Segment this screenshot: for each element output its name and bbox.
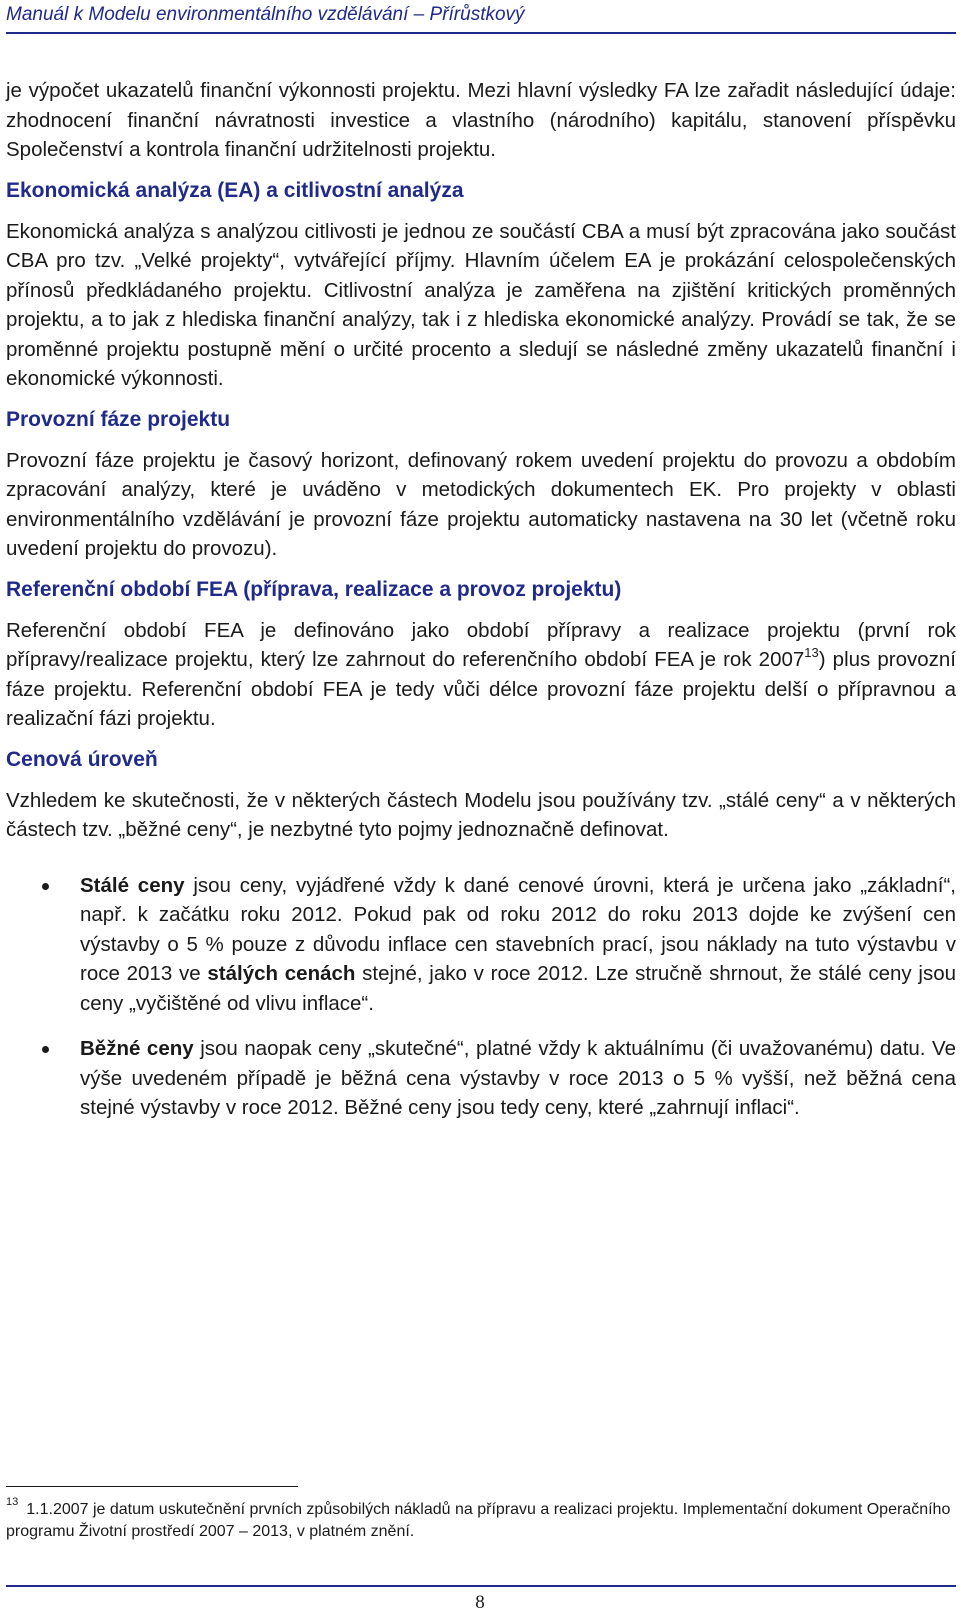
header-rule xyxy=(6,32,956,34)
bullet-icon xyxy=(42,1046,49,1053)
footnote-text: 1.1.2007 je datum uskutečnění prvních způsobilých nákladů na přípravu a realizaci projektu. Implementační dokument Operačního programu Životní prostředí 2007 – 2013, v platném znění. xyxy=(6,1501,951,1540)
heading-cenova-uroven: Cenová úroveň xyxy=(6,747,158,771)
heading-ekonomicka-analyza: Ekonomická analýza (EA) a citlivostní analýza xyxy=(6,178,464,202)
footer-rule xyxy=(6,1585,956,1587)
emph-stalych-cenach: stálých cenách xyxy=(207,962,356,985)
paragraph-referencni-obdobi xyxy=(6,616,956,734)
page-header xyxy=(6,4,956,34)
paragraph-cenova-uroven: Vzhledem ke skutečnosti, že v některých částech Modelu jsou používány tzv. „stálé ceny“ a v některých částech tzv. „běžné ceny“, je nezbytné tyto pojmy jednoznačně definovat. xyxy=(6,788,956,841)
page-number: 8 xyxy=(475,1592,485,1613)
price-definitions-list xyxy=(6,871,956,1123)
footnote-number: 13 xyxy=(6,1496,19,1508)
bezne-ceny-text: jsou naopak ceny „skutečné“, platné vždy k aktuálnímu (či uvažovanému) datu. Ve výše uvedeném případě je běžná cena výstavby v roce 2013 o 5 % vyšší, než běžná cena stejné výstavby v roce 2012. Běžné ceny jsou tedy ceny, které „zahrnují inflaci“. xyxy=(80,1037,956,1119)
footnote-reference[interactable]: 13 xyxy=(804,645,819,660)
term-bezne-ceny: Běžné ceny xyxy=(80,1037,194,1060)
footnote-area xyxy=(6,1486,956,1543)
document-body xyxy=(6,76,956,1139)
stale-ceny-text-2: stejné, jako v roce 2012. Lze stručně shrnout, že stálé ceny jsou ceny „vyčištěné od vlivu inflace“. xyxy=(80,962,956,1015)
intro-paragraph: je výpočet ukazatelů finanční výkonnosti projektu. Mezi hlavní výsledky FA lze zařadit následující údaje: zhodnocení finanční návratnosti investice a vlastního (národního) kapitálu, stanovení příspěvku Společenství a kontrola finanční udržitelnosti projektu. xyxy=(6,79,956,161)
list-item-stale-ceny xyxy=(6,871,956,1019)
bullet-icon xyxy=(42,883,49,890)
term-stale-ceny: Stálé ceny xyxy=(80,873,185,897)
footnote xyxy=(6,1496,956,1543)
heading-referencni-obdobi: Referenční období FEA (příprava, realizace a provoz projektu) xyxy=(6,577,622,601)
list-item-bezne-ceny xyxy=(6,1034,956,1123)
header-title: Manuál k Modelu environmentálního vzdělávání – Přírůstkový xyxy=(6,4,525,25)
heading-provozni-faze: Provozní fáze projektu xyxy=(6,407,231,431)
ref-text-after: ) plus provozní fáze projektu. Referenční období FEA je tedy vůči délce provozní fáze projektu delší o přípravnou a realizační fázi projektu. xyxy=(6,648,957,730)
paragraph-ekonomicka-analyza: Ekonomická analýza s analýzou citlivosti je jednou ze součástí CBA a musí být zpracována jako součást CBA pro tzv. „Velké projekty“, vytvářející příjmy. Hlavním účelem EA je prokázání celospolečenských přínosů předkládaného projektu. Citlivostní analýza je zaměřena na zjištění kritických proměnných projektu, a to jak z hlediska finanční analýzy, tak i z hlediska ekonomické analýzy. Provádí se tak, že se proměnné projektu postupně mění o určité procento a sledují se následné změny ukazatelů finanční i ekonomické výkonnosti. xyxy=(6,219,956,390)
footnote-separator xyxy=(6,1486,298,1487)
ref-text-before: Referenční období FEA je definováno jako období přípravy a realizace projektu (první rok přípravy/realizace projektu, který lze zahrnout do referenčního období FEA je rok 2007 xyxy=(6,618,956,671)
paragraph-provozni-faze: Provozní fáze projektu je časový horizont, definovaný rokem uvedení projektu do provozu a obdobím zpracování analýzy, které je uváděno v metodických dokumentech EK. Pro projekty v oblasti environmentálního vzdělávání je provozní fáze projektu automaticky nastavena na 30 let (včetně roku uvedení projektu do provozu). xyxy=(6,448,956,560)
stale-ceny-text-1: jsou ceny, vyjádřené vždy k dané cenové úrovni, která je určena jako „základní“, např. k začátku roku 2012. Pokud pak od roku 2012 do roku 2013 dojde ke zvýšení cen výstavby o 5 % pouze z důvodu inflace cen stavebních prací, jsou náklady na tuto výstavbu v roce 2013 ve xyxy=(80,873,956,985)
